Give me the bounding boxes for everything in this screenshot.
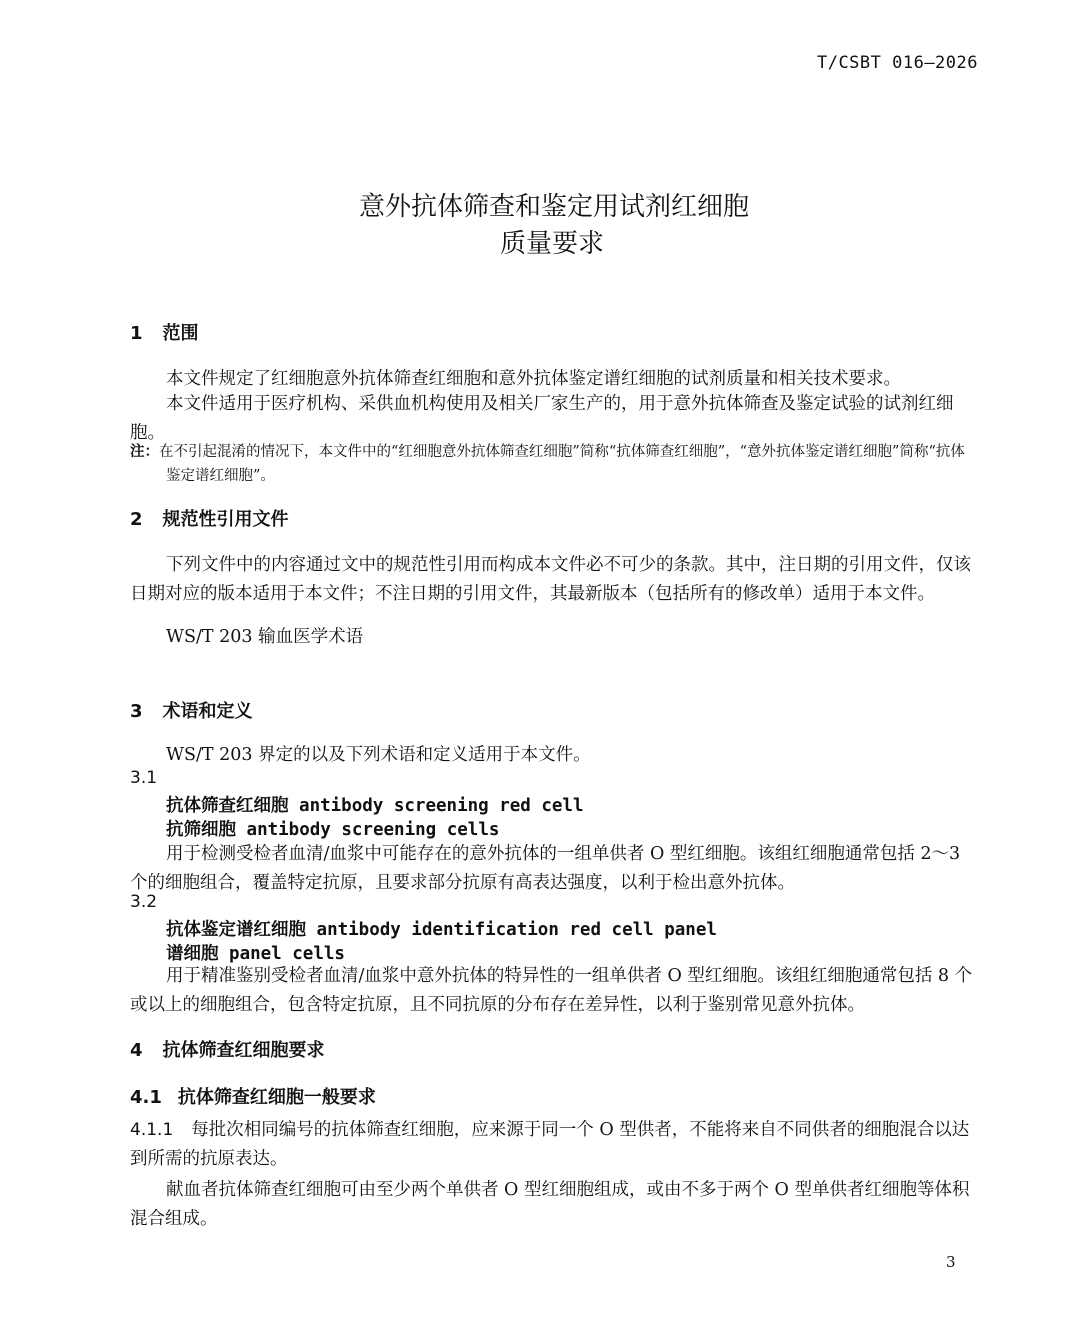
document-title-line2: 质量要求	[499, 229, 604, 259]
term-3-2-alt: 谱细胞 panel cells	[166, 944, 345, 964]
section-2-number: 2	[130, 509, 143, 530]
note-text: 在不引起混淆的情况下，本文件中的“红细胞意外抗体筛查红细胞”简称“抗体筛查红细胞”，“意外抗体鉴定谱红细胞”简称“抗体鉴定谱红细胞”。	[159, 444, 965, 484]
section-4-1-heading	[130, 1083, 376, 1109]
section-2-title: 规范性引用文件	[162, 509, 289, 530]
section-3-number: 3	[130, 701, 143, 722]
term-3-2-definition: 用于精准鉴别受检者血清/血浆中意外抗体的特异性的一组单供者 O 型红细胞。该组红细胞通常包括 8 个或以上的细胞组合，包含特定抗原，且不同抗原的分布存在差异性，以利于鉴别常见意外抗体。	[130, 966, 973, 1015]
section-3-heading	[130, 697, 253, 723]
section-1-heading	[130, 319, 199, 345]
clause-4-1-1-number: 4.1.1	[130, 1120, 174, 1140]
page-number: 3	[946, 1253, 956, 1271]
term-3-2-number: 3.2	[130, 892, 158, 912]
section-4-title: 抗体筛查红细胞要求	[162, 1040, 325, 1061]
term-3-1-alt: 抗筛细胞 antibody screening cells	[166, 820, 500, 840]
section-4-number: 4	[130, 1040, 143, 1061]
section-1-note	[130, 440, 978, 488]
section-2-paragraph: 下列文件中的内容通过文中的规范性引用而构成本文件必不可少的条款。其中，注日期的引用文件，仅该日期对应的版本适用于本文件；不注日期的引用文件，其最新版本（包括所有的修改单）适用于本文件。	[130, 555, 971, 604]
section-1-paragraph-1: 本文件规定了红细胞意外抗体筛查红细胞和意外抗体鉴定谱红细胞的试剂质量和相关技术要求。	[166, 369, 901, 389]
normative-reference: WS/T 203 输血医学术语	[166, 627, 364, 647]
term-3-1-definition: 用于检测受检者血清/血浆中可能存在的意外抗体的一组单供者 O 型红细胞。该组红细胞通常包括 2～3 个的细胞组合，覆盖特定抗原，且要求部分抗原有高表达强度，以利于检出意外抗体。	[130, 844, 961, 893]
section-3-title: 术语和定义	[162, 701, 253, 722]
section-4-heading	[130, 1036, 325, 1062]
section-3-intro: WS/T 203 界定的以及下列术语和定义适用于本文件。	[166, 745, 591, 765]
section-1-paragraph-2: 本文件适用于医疗机构、采供血机构使用及相关厂家生产的，用于意外抗体筛查及鉴定试验的试剂红细胞。	[130, 394, 954, 443]
section-4-1-number: 4.1	[130, 1087, 162, 1108]
section-1-title: 范围	[162, 323, 199, 344]
section-2-heading	[130, 505, 289, 531]
clause-4-1-1-text: 每批次相同编号的抗体筛查红细胞，应来源于同一个 O 型供者，不能将来自不同供者的细胞混合以达到所需的抗原表达。	[130, 1120, 970, 1169]
clause-4-1-1	[130, 1116, 978, 1174]
term-3-1-number: 3.1	[130, 768, 158, 788]
clause-4-1-1-paragraph-2: 献血者抗体筛查红细胞可由至少两个单供者 O 型红细胞组成，或由不多于两个 O 型单供者红细胞等体积混合组成。	[130, 1180, 970, 1229]
note-label: 注：	[130, 444, 159, 460]
section-4-1-title: 抗体筛查红细胞一般要求	[177, 1087, 376, 1108]
term-3-1-name: 抗体筛查红细胞 antibody screening red cell	[166, 796, 584, 816]
standard-code: T/CSBT 016—2026	[816, 53, 978, 73]
term-3-2-name: 抗体鉴定谱红细胞 antibody identification red cell panel	[166, 920, 717, 940]
document-title-line1: 意外抗体筛查和鉴定用试剂红细胞	[358, 192, 749, 222]
section-1-number: 1	[130, 323, 143, 344]
